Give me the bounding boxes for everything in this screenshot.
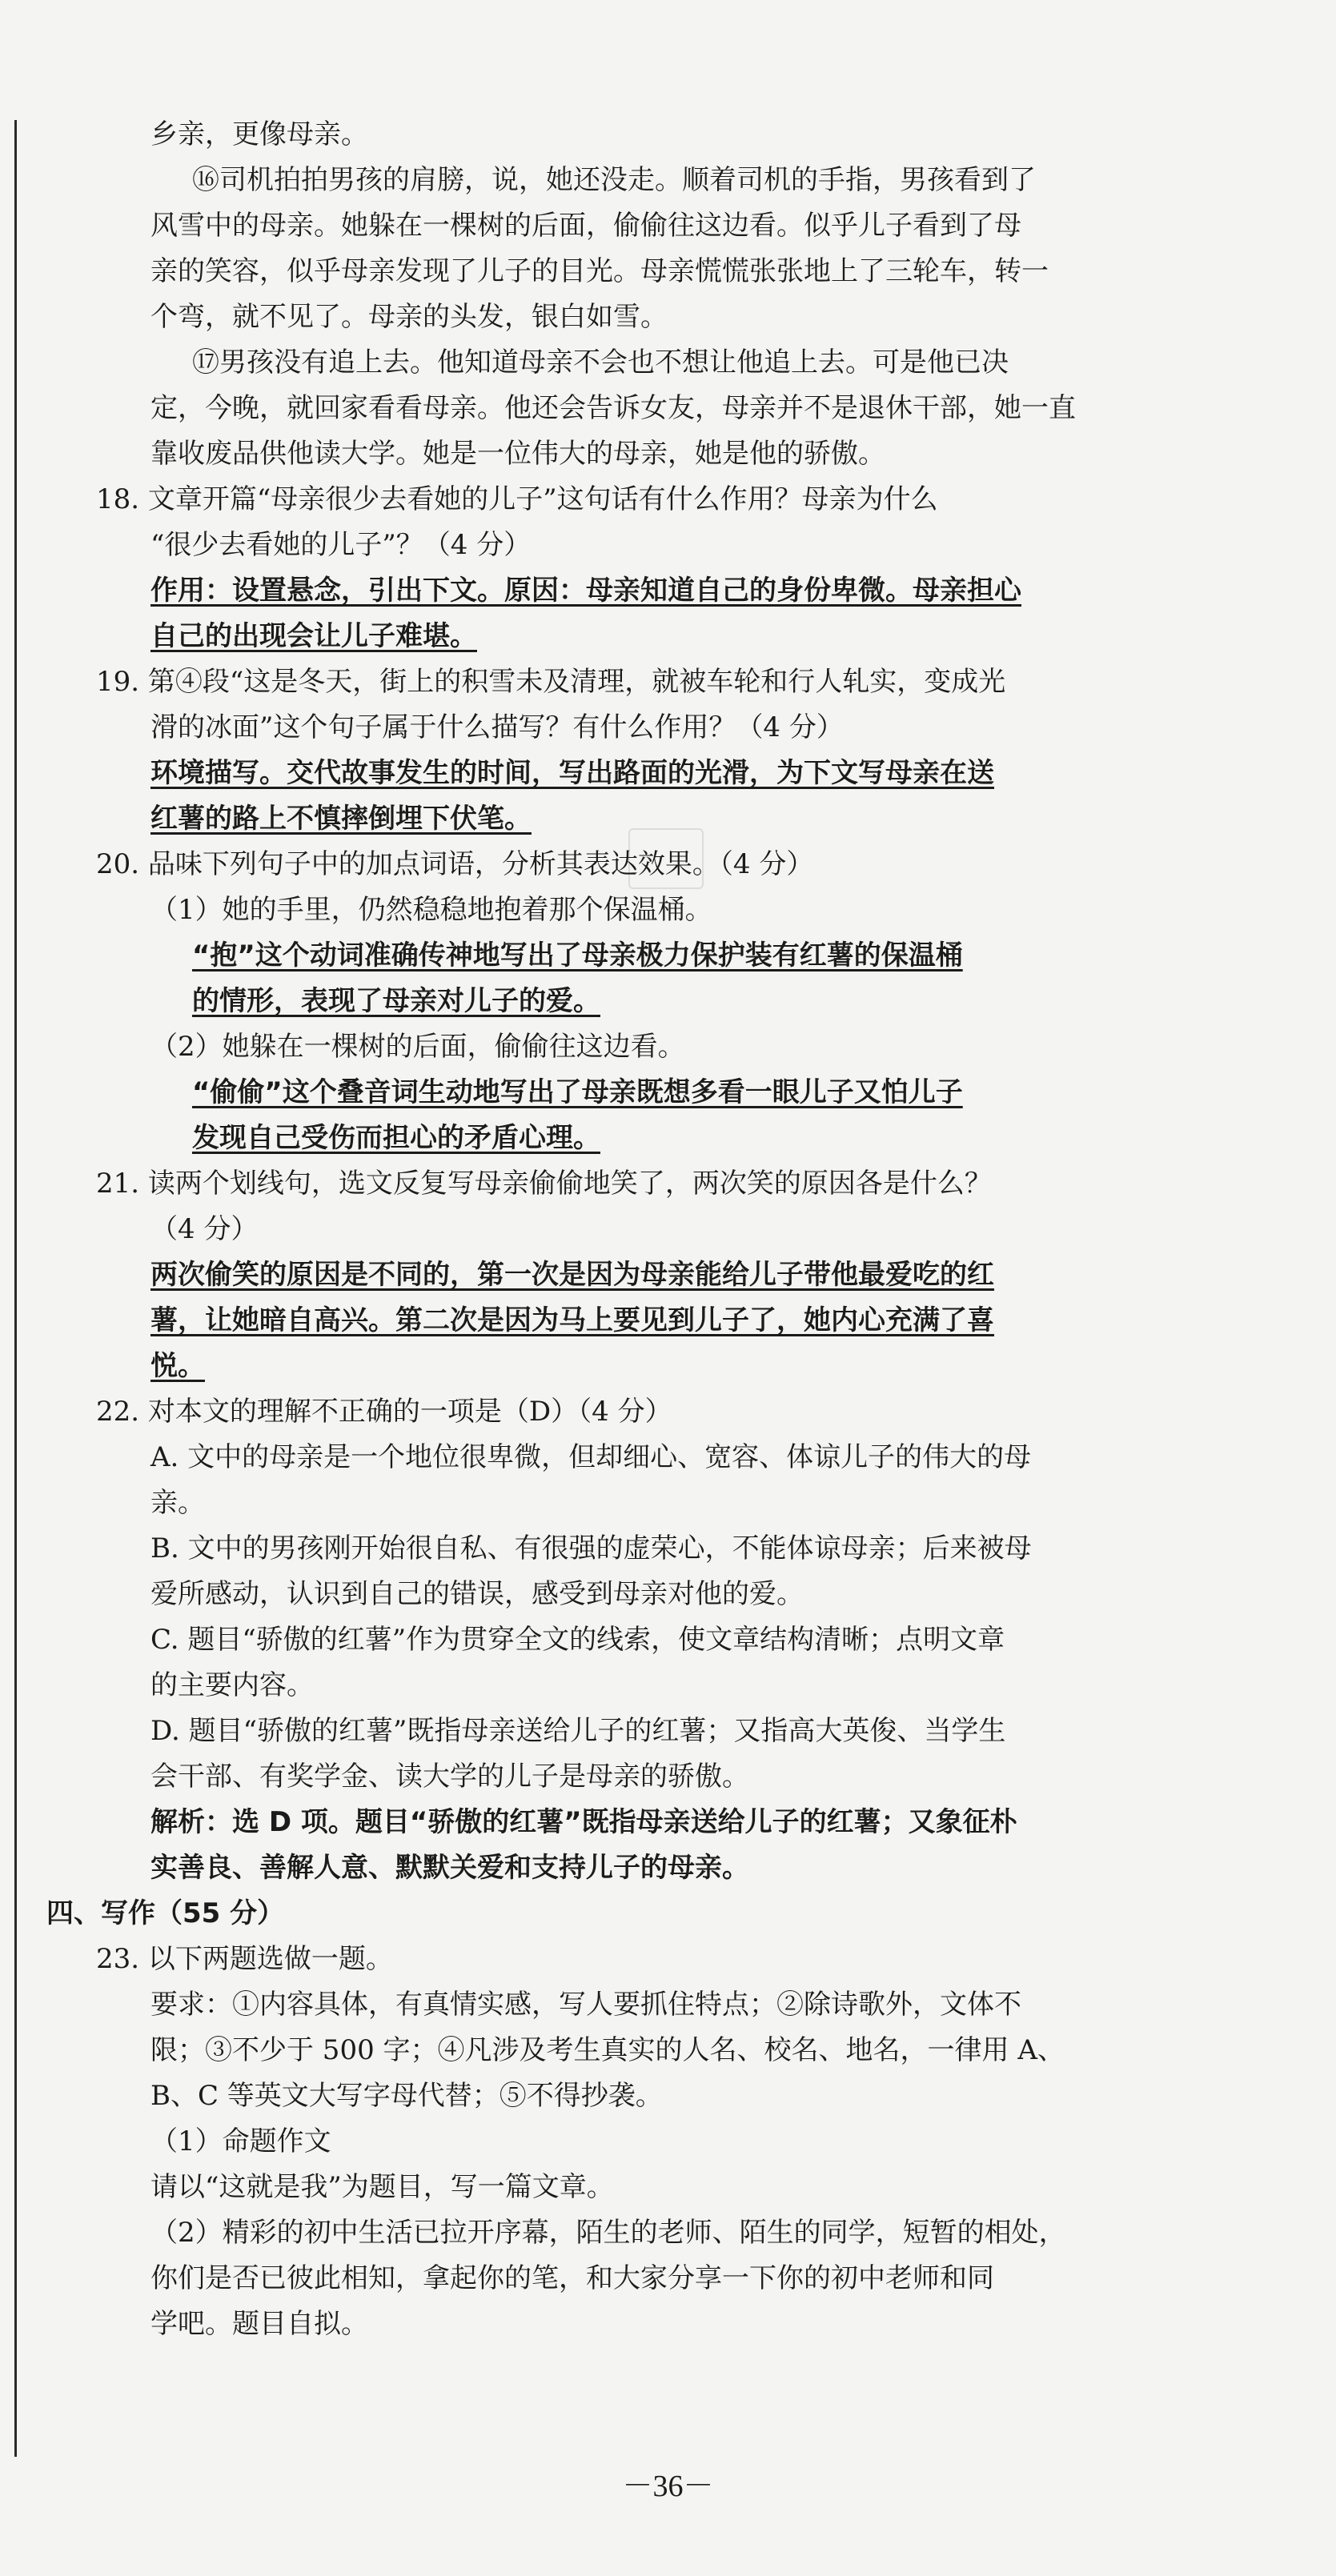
text-line: 你们是否已彼此相知，拿起你的笔，和大家分享一下你的初中老师和同 [150,2262,994,2294]
text-line: 18. 文章开篇“母亲很少去看她的儿子”这句话有什么作用？母亲为什么 [96,483,938,515]
page-left-border [14,120,17,2457]
page-number: －36－ [622,2470,714,2503]
text-line: （1）命题作文 [150,2125,331,2157]
text-line: ⑯司机拍拍男孩的肩膀，说，她还没走。顺着司机的手指，男孩看到了 [192,164,1036,196]
text-line: 的主要内容。 [150,1669,314,1701]
text-line: 23. 以下两题选做一题。 [96,1943,393,1975]
answer-line: 的情形，表现了母亲对儿子的爱。 [192,985,600,1017]
text-line: 学吧。题目自拟。 [150,2308,368,2340]
text-line: 20. 品味下列句子中的加点词语，分析其表达效果。（4 分） [96,848,814,880]
answer-line: “抱”这个动词准确传神地写出了母亲极力保护装有红薯的保温桶 [192,939,963,972]
text-line: 亲。 [150,1487,205,1519]
text-line: 解析：选 D 项。题目“骄傲的红薯”既指母亲送给儿子的红薯；又象征朴 [150,1806,1017,1838]
text-line: “很少去看她的儿子”？（4 分） [150,529,532,561]
answer-line: 红薯的路上不慎摔倒埋下伏笔。 [150,803,532,835]
text-line: 19. 第④段“这是冬天，街上的积雪未及清理，就被车轮和行人轧实，变成光 [96,666,1006,698]
text-line: （4 分） [150,1213,259,1245]
answer-line: 环境描写。交代故事发生的时间，写出路面的光滑，为下文写母亲在送 [150,757,994,789]
text-line: 滑的冰面”这个句子属于什么描写？有什么作用？（4 分） [150,711,844,743]
answer-line: 作用：设置悬念，引出下文。原因：母亲知道自己的身份卑微。母亲担心 [150,575,1021,607]
text-line: 22. 对本文的理解不正确的一项是（D）（4 分） [96,1396,672,1428]
text-line: ⑰男孩没有追上去。他知道母亲不会也不想让他追上去。可是他已决 [192,347,1009,379]
text-line: 会干部、有奖学金、读大学的儿子是母亲的骄傲。 [150,1761,749,1793]
answer-line: 薯，让她暗自高兴。第二次是因为马上要见到儿子了，她内心充满了喜 [150,1304,994,1336]
text-line: （2）她躲在一棵树的后面，偷偷往这边看。 [150,1031,685,1063]
text-line: 定，今晚，就回家看看母亲。他还会告诉女友，母亲并不是退休干部，她一直 [150,392,1076,424]
section-heading: 四、写作（55 分） [46,1897,285,1929]
text-line: 21. 读两个划线句，选文反复写母亲偷偷地笑了，两次笑的原因各是什么？ [96,1168,992,1200]
text-line: （1）她的手里，仍然稳稳地抱着那个保温桶。 [150,894,712,926]
text-line: 乡亲，更像母亲。 [150,118,368,150]
text-line: 爱所感动，认识到自己的错误，感受到母亲对他的爱。 [150,1578,804,1610]
text-line: 实善良、善解人意、默默关爱和支持儿子的母亲。 [150,1852,749,1884]
text-line: 风雪中的母亲。她躲在一棵树的后面，偷偷往这边看。似乎儿子看到了母 [150,210,1021,242]
text-line: B. 文中的男孩刚开始很自私、有很强的虚荣心，不能体谅母亲；后来被母 [150,1532,1032,1564]
document-body [46,112,1105,2347]
text-line: B、C 等英文大写字母代替；⑤不得抄袭。 [150,2080,663,2112]
text-line: A. 文中的母亲是一个地位很卑微，但却细心、宽容、体谅儿子的伟大的母 [150,1441,1032,1473]
text-line: D. 题目“骄傲的红薯”既指母亲送给儿子的红薯；又指高大英俊、当学生 [150,1715,1006,1747]
answer-line: 发现自己受伤而担心的矛盾心理。 [192,1122,600,1154]
text-line: 限；③不少于 500 字；④凡涉及考生真实的人名、校名、地名，一律用 A、 [150,2034,1065,2066]
text-line: 靠收废品供他读大学。她是一位伟大的母亲，她是他的骄傲。 [150,438,885,470]
answer-line: 两次偷笑的原因是不同的，第一次是因为母亲能给儿子带他最爱吃的红 [150,1259,994,1291]
answer-line: 悦。 [150,1350,205,1382]
text-line: 亲的笑容，似乎母亲发现了儿子的目光。母亲慌慌张张地上了三轮车，转一 [150,255,1049,287]
text-line: 请以“这就是我”为题目，写一篇文章。 [150,2171,614,2203]
answer-line: 自己的出现会让儿子难堪。 [150,620,477,652]
text-line: C. 题目“骄傲的红薯”作为贯穿全文的线索，使文章结构清晰；点明文章 [150,1624,1005,1656]
answer-line: “偷偷”这个叠音词生动地写出了母亲既想多看一眼儿子又怕儿子 [192,1076,963,1108]
text-line: 要求：①内容具体，有真情实感，写人要抓住特点；②除诗歌外，文体不 [150,1989,1021,2021]
text-line: 个弯，就不见了。母亲的头发，银白如雪。 [150,301,668,333]
text-line: （2）精彩的初中生活已拉开序幕，陌生的老师、陌生的同学，短暂的相处， [150,2217,1066,2249]
